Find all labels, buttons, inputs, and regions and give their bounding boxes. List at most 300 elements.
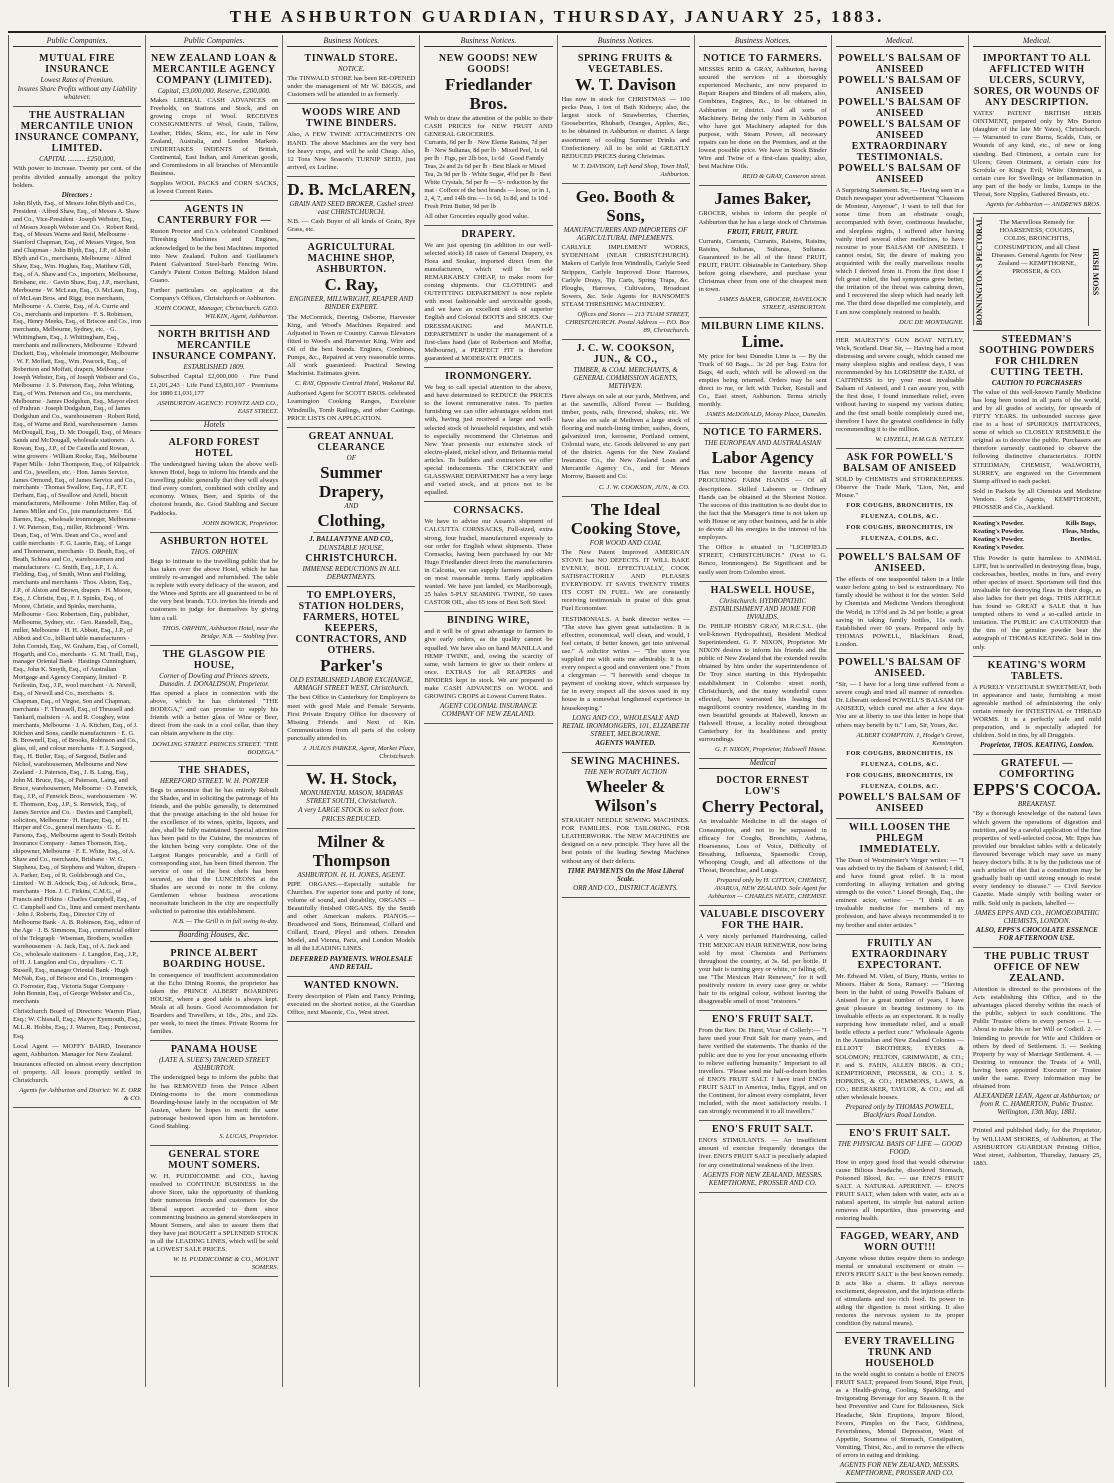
tinwald-store-ad (287, 50, 415, 104)
ad-text: and it will be of great advantage to farmers to give early orders, as the quality cannot be equalled. We have also on hand MANILLA and HEMP TWINE, and, owing the scarcity of same, wish farmers to give us their orders at once. EXTRAS for all REAPERS and BINDERS kept in stock. We are prepared to make CASH ADVANCES on WOOL and GROWING CROPS at Lowest Current Rates. (424, 628, 553, 701)
c-ray-ad (287, 239, 415, 427)
ad-title: SPRING FRUITS & VEGETABLES. (577, 53, 674, 76)
ad-headline: Cherry Pectoral, (701, 797, 824, 817)
ad-text: Ruston Proctor and Co.'s celebrated Combined Threshing Machines and Engines, acknowledged to be the best Machines imported into New Zealand. Fulton and Guillaume's Patent Galvanized Steel-barb Fencing Wire. Candy's Patent Cotton Belting. Maldon Island Guano. (150, 228, 279, 284)
ad-title: GREAT ANNUAL CLEARANCE (308, 430, 394, 453)
directors-heading: Directors : (61, 190, 93, 199)
imprint-text: Printed and published daily, for the Proprietor, by WILLIAM SHORES, of Ashburton, at The ASHBURTON GUARDIAN Printing Office, West street, Ashburton, Thursday, January 25, 1883. (972, 1127, 1101, 1167)
ad-title: ENO'S FRUIT SALT. (711, 1014, 814, 1026)
ad-terms: TIME PAYMENTS On the Most Liberal Scale. (567, 866, 684, 883)
james-baker-ad (699, 186, 827, 317)
ad-text: YATES' PATENT BRITISH HERB OINTMENT, prepared only by Mrs Burton (daughter of the late Mr Yates), Christchurch. — Warranted to cure Burns, Scalds, Cuts, or Wounds of any kind, etc., of new or long standing. Bad Ointment, a certain cure for Ulcers; Green Ointment, a certain cure for Scrofula or King's Evil; White Ointment, a certain cure for Swellings or Inflammation in any part of the body or limbs, Lumps in the Throat, Sore Nipples, Gathered Breasts, etc. (972, 110, 1101, 199)
ad-text: Begs to announce that he has entirely Rebuilt the Shades, and in soliciting the patronage of his friends, and the public generally, is determined that the prestige attaching to the old house for the excellence of its wines, spirits, liquors, and ales, shall be fully maintained. Special attention has been paid to the Cuisine, the resources of the kitchen being very complete. One of the Largest Ranges procurable, and a Grill of corresponding size, has been fitted thereon. The service of one of the best chefs has been secured, so that the LUNCHEONS at the Shades are second to none in the colony. Gentlemen whose business avocations necessitate luncheon in the city are respectfully solicited to patronise this establishment. (150, 786, 279, 916)
eno-fruit-salt-ad (699, 1011, 827, 1121)
ad-signature: ASHBURTON AGENCY: FOYNTZ AND CO., EAST STREET. (157, 399, 279, 415)
ad-text: The best Office in Canterbury for Employers to meet with good Male and Female Servants. First Private Enquiry Office for discovery of Missing Friends and Next of Kin. Communications from all parts of the colony punctually attended to. (287, 694, 416, 742)
section-header: Boarding Houses, &c. (150, 931, 278, 941)
local-agent: Local Agent — MOFFY BAIRD, Insurance agent, Ashburton. Manager for New Zealand. (13, 1042, 142, 1058)
ad-signature: S. LUCAS, Proprietor. (219, 1133, 279, 1141)
ad-capital: CAPITAL .......... £250,000, (39, 155, 116, 164)
powells-line: POWELL'S BALSAM OF ANISEED (838, 75, 962, 98)
board-of-directors: Christchurch Board of Directors: Warren Plast, Esq.; W. Chisnall, Esq.; Mayor Eyemouth, Esq.; M.L.R. Hobbs, Esq.; J. Warren, Esq.; Pentecost, Esq. (13, 1008, 142, 1040)
ad-title: PANAMA HOUSE (170, 1044, 258, 1056)
ad-text: The undersigned having taken the above well-known Hotel, begs to inform his friends and the travelling public generally that they will always find every comfort, combined with civility and economy. Wines, Beer, and Spirits of the choicest brands, &c. Good Stabling and Secure Paddocks. (150, 461, 279, 517)
ad-title: WOODS WIRE AND TWINE BINDERS. (301, 107, 401, 130)
ad-headline: EPPS'S COCOA. (973, 780, 1101, 800)
ad-text: PIPE ORGANS.—Especially suitable for Churches. For superior tone and purity of tone, volume of sound, and durability, ORGANS — Beautifully finished ORGANS. By the Smith and other American makers. PIANOS.—Broadwood and Sons, Brinsmead, Collard and Collard, Erard, Pleyel and others. Dresden Model, and Vienna, Paris, and London Models in all the LEADING LINES. (287, 880, 416, 953)
powells-line: POWELL'S BALSAM OF ANISEED (838, 163, 962, 186)
epps-cocoa-ad (973, 755, 1101, 948)
ad-signature: THOS. ORPHIN, Ashburton Hotel, near the Bridge. N.B. — Stabling free. (162, 624, 279, 640)
reid-gray-ad (699, 50, 827, 186)
ad-text: The value of this well-known Family Medicine has long been tested in all parts of the world, and by all grades of society, for upwards of FIFTY YEARS. Its unbounded success gave rise to a host of SPURIOUS IMITATIONS, some of which so CLOSELY RESEMBLE the original as to deceive the public. Purchasers are therefore earnestly cautioned to observe the following distinctive characteristics. JOHN STEEDMAN, CHEMIST, WALWORTH, SURREY, are engraved on the Government Stamp affixed to each packet. (972, 388, 1101, 485)
section-header: Hotels (150, 421, 278, 431)
ad-text: In consequence of insufficient accommodation at the Echo Dining Rooms, the proprietor has taken the PRINCE ALBERT BOARDING HOUSE, where a good table is always kept. Meals at all hours. Good Accommodation for Boarders and Travellers, at 18s., 20s., and 22s. per week, to meet the times. Private Rooms for families. (150, 971, 279, 1036)
geo-booth-ad (562, 184, 690, 340)
labor-agency-ad (699, 424, 827, 581)
ad-title: PRINCE ALBERT BOARDING HOUSE. (162, 947, 266, 970)
ad-text: "By a thorough knowledge of the natural laws which govern the operations of digestion and nutrition, and by a careful application of the fine properties of well-selected cocoa, Mr. Epps has provided our breakfast tables with a delicately flavoured beverage which may save us many heavy doctor's bills. It is by the judicious use of such articles of diet that a constitution may be gradually built up until strong enough to resist every tendency to disease." — Civil Service Gazette. Made simply with boiling water or milk. Sold only in packets, labelled — (972, 810, 1101, 907)
ask-for-powells-ad (836, 449, 964, 549)
column-8 (969, 35, 1105, 1387)
alford-forest-hotel-ad (150, 434, 278, 533)
ad-title: AGRICULTURAL MACHINE SHOP, ASHBURTON. (307, 242, 395, 276)
milburn-lime-ad (699, 318, 827, 425)
ad-signature: JOHN COOKE, Manager, Christchurch. GEO. WILKIN, Agent, Ashburton. (154, 305, 279, 321)
ad-text: HER MAJESTY'S GUN BOAT NETLEY, Wick, Scotland. Dear Sir, — Having had a most distressing and severe cough, which caused me many sleepless nights and restless days, I was recommended by his LORDSHIP the EARL of CAITHNESS to try your most invaluable Balsam of Aniseed, and I can assure you, with the first dose, I found immediate relief, even without having to suspend my various duties; and the first small bottle completely cured me, therefore I have the greatest confidence in fully recommending it to the million. (835, 336, 964, 433)
ad-signature: ALBERT COMPTON. 1, Hodge's Grove, Kensington. (856, 731, 964, 747)
ad-text: The Dean of Westminster's Verger writes: — "I was advised to try the Balsam of Aniseed; I did, and have found great relief. It is most comforting in allaying irritation and giving strength to the voice." Lionel Brough, Esq., the eminent actor, writes: — "I think it an invaluable medicine for members of my profession, and have always recommended it to my brother and sister artistes." (835, 856, 964, 929)
general-store-ad (150, 1146, 278, 1277)
ad-title: MUTUAL FIRE INSURANCE (39, 53, 115, 76)
ad-text: Has now in stock for CHRISTMAS — 100 pecks Peas, 1 ton of Bath Kidneys; also, the largest stock of Strawberries, Cherries, Gooseberries, Rhubarb, Oranges, Apples, &c., to be obtained in Ashburton or district. A large assortment of cooling Summer Drinks and Confectionery. All to be sold at GREATLY REDUCED PRICES during Christmas. (561, 96, 690, 160)
section-header: Medical. (973, 37, 1101, 47)
ad-title: THE PUBLIC TRUST OFFICE OF NEW ZEALAND. (984, 950, 1090, 984)
ad-subtitle: THE EUROPEAN AND AUSTRALASIAN (704, 439, 821, 448)
ad-city: CHRISTCHURCH. (305, 553, 398, 565)
ad-text: MESSRS REID & GRAY, Ashburton, having secured the services of a thoroughly experienced Mechanic, are now prepared to Repair Reapers and Binders of all makers, also, Combines, Engines, &c., to be obtained in Ashburton or district. And all sorts of Machinery. Being the only Firm in Ashburton who have got Machinery adapted for this purpose, with Steam Power, all necessary repairs can be done on the Premises, and at the lowest possible price. We have in Stock Binder Wire and Twine of a first-class quality; also, best Machine Oils. (698, 66, 827, 171)
ad-title: NEW ZEALAND LOAN & MERCANTILE AGENCY COMPANY (LIMITED). (151, 53, 278, 87)
ad-title: THE AUSTRALIAN MERCANTILE UNION INSURANCE COMPANY, LIMITED. (15, 110, 140, 155)
ad-text: Further particulars on application at the Company's Offices, Christchurch or Ashburton. (150, 286, 279, 303)
glasgow-pie-house-ad (150, 646, 278, 762)
netley-testimonial (836, 332, 964, 449)
ballantyne-clearance-ad (287, 428, 415, 588)
ad-text: This Powder is quite harmless to ANIMAL LIFE, but is unrivalled in destroying fleas, bugs, cockroaches, beetles, moths in furs, and every other species of insect. Sportsmen will find this invaluable for destroying fleas in their dogs, as also ladies for their pet dogs. THIS ARTICLE has found so GREAT a SALE that it has tempted others to vend a so-called article in imitation. The PUBLIC are CAUTIONED that the tins of the genuine powder bear the autograph of THOMAS KEATING. Sold in tins only. (972, 554, 1101, 651)
ad-terms: DEFERRED PAYMENTS. WHOLESALE AND RETAIL. (289, 954, 413, 971)
ad-text: Wish to draw the attention of the public to their CASH PRICES for NEW FRUIT AND GENERAL GROCERIES. (424, 115, 553, 139)
ad-signature: Agents for Ashburton and District: W. E. ORR & CO. (19, 1087, 142, 1103)
ad-note: Authorised Agent for SCOTT BROS. celebrated Leamington Cooking Ranges, Excelsior Windmills, Tomb Railings, and other Castings. PRICE LISTS ON APPLICATION. (287, 390, 416, 422)
halswell-house-ad (699, 582, 827, 760)
section-header: Medical (699, 759, 827, 769)
ad-title: STEEDMAN'S SOOTHING POWDERS FOR CHILDREN CUTTING TEETH. (979, 333, 1095, 378)
masthead-title: THE ASHBURTON GUARDIAN, THURSDAY, JANUARY 25, 1883. (229, 7, 885, 26)
ad-title: HALSWELL HOUSE, (710, 584, 815, 596)
ad-text: From the Rev. Dr. Hurst, Vicar of Collerly:— "I have used your Fruit Salt for many years, and have verified the statements. The thanks of the public are due to you for your unceasing efforts to relieve suffering humanity." Important to all travellers. "Please send me half-a-dozen bottles of ENO'S FRUIT SALT. I have tried ENO'S FRUIT SALT in America, India, Egypt, and on the Continent, for almost every complaint, fever included, with the most satisfactory results. I can strongly recommend it to all travellers." (698, 1027, 827, 1116)
keating-line: Keating's Powder. (972, 536, 1024, 544)
ad-text: W. H. PUDDICOMBE and CO., having resolved to CONTINUE BUSINESS in the above Store, take the opportunity of thanking their numerous friends and customers for the liberal support accorded to them since commencing business as general storekeepers in Mount Somers, and also to assure them that they have just BOUGHT a SPLENDID STOCK in all the LEADING LINES, which will be sold at LOWEST SALE PRICES. (150, 1173, 279, 1254)
ad-headline: Lime. (741, 331, 784, 351)
ad-title: GRATEFUL — COMFORTING (999, 758, 1075, 781)
ad-text: We have to advise our Assam's shipment of CALCUTTA CORNSACKS, Full-sized, extra strong, four bushel, manufactured expressly to our order for English wheat shipments. These Cornsacks, having been purchased by our Mr Hugo Friedlander direct from the manufacturers in Calcutta, we can supply farmers and others on most reasonable terms. Early application wanted. We have just landed, ex Marlborough, 25 bales 5-PLY SEAMING TWINE, 50 cases CASTOR OIL, also 65 tons of Best Soft Steel (424, 518, 553, 607)
woods-binders-ad (287, 104, 415, 176)
powells-header-block (836, 50, 964, 332)
ad-signature: Agents for Ashburton — ANDREWS BROS. (986, 201, 1101, 209)
ad-and: AND (344, 501, 359, 510)
ad-subtitle: THE NEW ROTARY ACTION (584, 768, 668, 776)
north-british-ad (150, 326, 278, 421)
section-header: Business Notices. (562, 37, 690, 47)
wh-stock-ad (287, 766, 415, 828)
ad-signature: AGENTS FOR NEW ZEALAND, MESSRS. KEMPTHORNE, PROSSER AND CO. (702, 1170, 823, 1187)
ad-signature: C. RAY, Opposite Central Hotel, Wakanui Rd. (294, 380, 416, 388)
section-header: Business Notices. (287, 37, 415, 47)
ad-title: IMPORTANT TO ALL AFFLICTED WITH ULCERS, SCURVY, SORES, OR WOUNDS OF ANY DESCRIPTION. (973, 53, 1100, 109)
coughs-line: FOR COUGHS, BRONCHITIS, IN FLUENZA, COLDS, &C. (846, 502, 954, 521)
ad-title: FRUITLY AN EXTRAORDINARY EXPECTORANT. (851, 937, 948, 971)
ad-text: A very nicely perfumed Hairdressing, called THE MEXICAN HAIR RENEWER, now being sold by most Chemists and Perfumers throughout the country, at 3s. 6d. per bottle. If your hair is turning grey or white, or falling off, use "The Mexican Hair Renewer," for it will positively restore in every case grey or white hair to its original colour, without leaving the disagreeable smell of most "restorers." (698, 933, 827, 1006)
ad-signature: Prepared only by THOMAS POWELL, Blackfriars Road London. (845, 1103, 954, 1120)
ad-signature: J. BALLANTYNE AND CO., (309, 534, 394, 543)
ad-title: ASK FOR POWELL'S BALSAM OF ANISEED (842, 451, 957, 474)
ad-title: POWELL'S BALSAM OF ANISEED. (838, 552, 962, 575)
ad-signature: DUC DE MONTAIGNE. (898, 318, 964, 326)
ad-signature: J. JULIUS PARKER, Agent, Market Place, Christchurch. (303, 745, 416, 761)
section-header: Medical. (836, 37, 964, 47)
ad-headline: Clothing, (317, 510, 386, 530)
mercantile-union-ad (13, 107, 141, 1108)
ad-title: BINDING WIRE, (446, 615, 530, 627)
ad-title: TO EMPLOYERS, STATION HOLDERS, FARMERS, HOTEL KEEPERS, CONTRACTORS, AND OTHERS. (295, 590, 408, 657)
nz-loan-ad (150, 50, 278, 201)
ad-note: N.B. — The Grill is in full swing to-day. (172, 918, 279, 926)
keating-kills: Kills Bugs, Fleas, Moths, Beetles. (1062, 520, 1100, 544)
ad-text: "Sir, — I have for a long time suffered from a severe cough and tried all manner of remedies. Dr. Liberatti ordered POWELL'S BALSAM OF ANISEED, which cured me after a few days. You are at liberty to use this letter in hope that others may benefit by it." I am, Sir, Yours, &c. (835, 681, 964, 729)
ad-headline: James Baker, (714, 189, 812, 209)
irish-moss-ad (973, 214, 1101, 330)
column-1 (9, 35, 146, 1387)
ad-note: Insurances effected on almost every description of property. All losses promptly settled in Christchurch. (13, 1060, 142, 1085)
ad-title: IRONMONGERY. (445, 371, 532, 383)
ad-headline: Milner & Thompson (312, 831, 391, 870)
keating-line: Keating's Powder. (972, 528, 1024, 536)
ad-text: Have always on sale at our yards, Methven, and at the sawmills, Alford Forest — Building timber, posts, rails, firewood, shakes, etc. We have also on sale at Methven a large stock of flooring and match-lining timber, sashes, doors, galvanized iron, kerosene, Portland cement, Colonial ware, etc. Goods delivered to any part of the district. Agents for the New Zealand Insurance Co., the New Zealand Loan and Mercantile Agency Co., and for Messrs Morrow, Bassett and Co. (561, 392, 690, 481)
ad-text: The New Patent Improved AMERICAN STOVE has NO DEFECTS. IT WILL BAKE EVENLY, BOIL EFFECTUALLY, COOK SATISFACTORILY AND PLEASES EVERYBODY. IT SAVES TWENTY TIMES ITS COST IN FUEL. We are constantly receiving testimonials in praise of this great Fuel Economiser. (561, 548, 690, 613)
ironmongery-section (424, 368, 552, 502)
ad-funds: Subscribed Capital £2,000,000 · Fire Fund £1,201,243 · Life Fund £3,803,107 · Premiums for 1880 £1,031,177 (150, 373, 279, 397)
section-header: Business Notices. (699, 37, 827, 47)
the-shades-ad (150, 762, 278, 932)
ad-headline: Friedlander Bros. (444, 75, 532, 114)
ad-signature: AGENT COLONIAL INSURANCE COMPANY OF NEW ZEALAND. (439, 702, 537, 719)
ad-headline: C. Ray, (324, 275, 378, 295)
ad-text: Begs to intimate to the travelling public that he has taken over the above Hotel, which he has entirely re-arranged and refurnished. The table is replete with every delicacy of the season, and the Wines and Spirits are all guaranteed to be of the very best brands. T.O. invites his friends and customers to judge for themselves by giving him a call. (150, 557, 279, 622)
ad-title: FAGGED, WEARY, AND WORN OUT!!! (840, 1231, 960, 1254)
ad-title: ENO'S FRUIT SALT. (711, 1124, 814, 1136)
ad-title: ALFORD FOREST HOTEL (168, 437, 260, 459)
ad-subtitle: TIMBER, & COAL MERCHANTS, & GENERAL COMMISSION AGENTS, METHVEN. (573, 366, 678, 391)
ad-signature: C. J. W. COOKSON, JUN., & CO. (598, 483, 690, 491)
ad-signature: JOHN BOWICK, Proprietor. (202, 519, 279, 527)
eno-good-food-ad (836, 1125, 964, 1228)
ad-subtitle: OLD ESTABLISHED LABOR EXCHANGE, ARMAGH STREET WEST, Christchurch. (289, 676, 413, 693)
ad-text: With power to increase. Twenty per cent. of the profits divided annually amongst the policy holders. (13, 165, 142, 189)
ad-title: SEWING MACHINES. (570, 756, 681, 767)
ad-signature: W. LINZELL, H.M.G.B. NETLEY. (875, 435, 964, 443)
ad-signature: W. T. DAVISON, Left hand Shop, Town Hall, Ashburton. (572, 162, 690, 178)
ad-headline: The Ideal Cooking Stove, (570, 499, 681, 538)
ad-office: The Office is situated in "LICHFIELD STREET, CHRISTCHURCH." (Next to G. Renco, Ironmongers). Be Significant and be easily seen from Colombo street. (698, 544, 827, 576)
ad-signature: W. H. PUDDICOMBE & CO., MOUNT SOMERS. (173, 1256, 279, 1272)
section-header: Business Notices. (424, 37, 552, 47)
coughs-line: FOR COUGHS, BRONCHITIS, IN FLUENZA, COLDS, &C. (846, 749, 954, 768)
ad-text: ENO'S STIMULANTS. — An insufficient amount of exercise frequently deranges the liver. ENO'S FRUIT SALT is peculiarly adapted for any constitutional weakness of the liver. (698, 1137, 827, 1169)
column-7 (832, 35, 969, 1478)
ad-subtitle: THOS. ORPHIN (190, 547, 238, 556)
ad-title: DOCTOR ERNEST LOW'S (716, 775, 810, 798)
ad-note: All other Groceries equally good value. (424, 212, 529, 220)
ad-subtitle: (LATE A. SUEE'S) TANCRED STREET ASHBURTON. (158, 1056, 270, 1073)
mutual-fire-ad (13, 50, 141, 107)
ad-title: KEATING'S WORM TABLETS. (987, 659, 1087, 682)
ad-of: OF (346, 453, 356, 462)
powells-line: POWELL'S BALSAM OF ANISEED (838, 97, 962, 120)
ad-headline: W. T. Davison (575, 75, 676, 95)
parkers-exchange-ad (287, 587, 415, 766)
keating-line: Keating's Powder. (972, 544, 1024, 552)
ideal-stove-ad (562, 497, 690, 753)
ad-text: Every description of Plain and Fancy Printing, executed on the shortest notice, at the Guardian Office, next Masonic, Co., West street. (287, 992, 416, 1016)
ad-text: An invaluable Medicine in all the stages of Consumption, and not to be surpassed in efficacy for Coughs, Bronchitis, Asthma, Hoarseness, Loss of Voice, Difficulty of Breathing, Influenza, Spasmodic Croup, Whooping Cough, and all affections of the Throat, Bronchise, and Lungs. (698, 818, 827, 875)
ad-text: How to enjoy good food that would otherwise cause Bilious headache, disordered Stomach, Poisoned Blood, &c. — use ENO'S FRUIT SALT. A NATURAL APERIENT. — ENO'S FRUIT SALT, when taken with water, acts as a natural aperient, its simple but natural action removes all impurities, thus preserving and restoring health. (835, 1158, 964, 1223)
ad-text: N.B. — Cash Buyer of all kinds of Grain, Rye Grass, etc. (287, 218, 416, 234)
column-3 (283, 35, 420, 1387)
ad-signature: REID & GRAY, Cameron street. (742, 173, 827, 181)
ad-text: Has now become the favorite means of PROCURING FARM HANDS — Of all descriptions. Skilled Laborers or Ordinary Hands can be obtained at the Shortest Notice. The success of this institution is no doubt due to the fact that the Manager's time is not taken up with House or any other business, and he is able to devote all his energies in the interest of his employers. (698, 469, 827, 542)
ad-also: ALSO, EPPS'S CHOCOLATE ESSENCE FOR AFTERNOON USE. (976, 925, 1098, 942)
ad-text: We are just opening (in addition to our well-selected stock) 18 cases of General Drapery, ex Hoea and Soukar, imported direct from the manufacturers, which will be sold REMARKABLY CHEAP, to make room for coming shipments. Our CLOTHING and OUTFITTING DEPARTMENT is now replete with most fashionable and serviceable goods, and we have an excellent stock of superior English and Colonial BOOTS and SHOES. Our DRESSMAKING and MANTLE DEPARTMENT is under the management of a first-class hand (late of Robertson and Moffat, Melbourne), a PERFECT FIT is therefore guaranteed at MODERATE PRICES. (424, 241, 553, 362)
ad-title: ASHBURTON HOTEL (159, 535, 269, 547)
drapery-section (424, 226, 552, 368)
ad-text: Makes LIBERAL CASH ADVANCES on Freeholds, on Stations and Stock, and on growing crops of Wool. RECEIVES CONSIGNMENTS of Wool, Grain, Tallow, Leather, Hides, Skins, etc., for sale in New Zealand, Australia, and London Markets. UNDERTAKES INDENTS of British, Continental, East Indian, and American goods, and Commissions in all branches of Mercantile Business. (150, 97, 279, 178)
ad-signature: ALEXANDER LEAN, Agent at Ashburton; or from R. C. HAMERTON, Public Trustee. Wellington, 13th May, 1881. (973, 1092, 1100, 1117)
ad-subtitle: MANUFACTURERS AND IMPORTERS OF AGRICULTURAL IMPLEMENTS. (563, 226, 688, 243)
ad-text: A PURELY VEGETABLE SWEETMEAT, both in appearance and taste, furnishing a most agreeable method of administering the only certain remedy for INTESTINAL or THREAD WORMS. It is a perfectly safe and mild preparation, and is especially adapted for children. Sold in tins, by all Druggists. (972, 683, 1101, 740)
vertical-label-right: IRISH MOSS (1088, 217, 1101, 325)
ad-title: DRAPERY. (461, 228, 516, 240)
ad-signature: Sold in Packets by all Chemists and Medicine Vendors. Sole Agents, KEMPTHORNE, PROSSER and Co., Auckland. (972, 487, 1101, 512)
davison-ad (562, 50, 690, 184)
ashburton-hotel-ad (150, 533, 278, 646)
ad-subtitle: CAUTION TO PURCHASERS (991, 378, 1082, 387)
friedlander-ad (424, 50, 552, 226)
ad-subtitle: FOR WOOD AND COAL (589, 538, 662, 547)
milner-thompson-ad (287, 829, 415, 977)
columns (8, 35, 1106, 1478)
sewing-machines-ad (562, 753, 690, 898)
mclaren-ad (287, 177, 415, 239)
panama-house-ad (150, 1041, 278, 1146)
ad-subtitle: ESTABLISHED 1809. (183, 363, 245, 372)
section-header: Public Companies. (13, 37, 141, 47)
ad-text: My price for best Dunedin Lime is — By the Truck of 60 Bags... 3s 2d per bag. Extra for Bags, 4d each, which will be allowed on the empties being returned. Orders may be sent direct to me, or left with Tucker, Kestall and Co., East street, Ashburton. Terms strictly monthly. (698, 352, 827, 409)
ad-title: TINWALD STORE. (304, 53, 399, 65)
ad-text: Anyone whose duties require them to undergo mental or unnatural excitement or strain — ENO'S FRUIT SALT is the best known remedy. It acts like a charm. It allays nervous excitement, depression, and the injurious effects of stimulants and too rich food. Its power in aiding the digestion is most striking. It also restores the nervous system to its proper condition (by natural means). (835, 1255, 964, 1327)
ad-text: Mr. Edward M. Vilett, of Bury, Hunts, writes to Messrs. Haber & Sons, Ramsey: — "Having been in the habit of using Powell's Balsam of Aniseed for a great number of years, I have great pleasure in bearing testimony to its invaluable effects as an expectorant. It is really surprising how immediate relief, and a small bottle effects a perfect cure." Wholesale Agents in the Australian and New Zealand Colonies — ELLIOTT BROTHERS; EYERS & SOLOMON; FELTON, GRIMWADE, & CO.; F. and S. FAHN, ALLEN BROS. & CO.; KEMPTHORNE, PROSSER, & CO.; J. S. HOPKINS, & CO.; HEMMONS, LAWS, & CO.; BEERAKER, TAYLOR, & CO.; and all other wholesale houses. (835, 972, 964, 1102)
ad-subtitle: GRAIN AND SEED BROKER, Cashel street east CHRISTCHURCH. (289, 199, 414, 217)
ad-signature: Prepared only by H. CITTON, CHEMIST, AVARUA, NEW ZEALAND. Sole Agent for Ashburton — CHARLES NEATE, CHEMIST. (708, 877, 827, 901)
ad-subtitle: THE PHYSICAL BASIS OF LIFE — GOOD FOOD. (837, 1140, 962, 1157)
ad-headline: Labor Agency (711, 448, 814, 468)
ad-signature: JAMES EPPS AND CO., HOMOEOPATHIC CHEMISTS, LONDON. (974, 908, 1100, 925)
ad-title: NORTH BRITISH AND MERCANTILE INSURANCE COMPANY. (152, 329, 277, 363)
expectorant-ad (836, 935, 964, 1126)
ad-headline: Geo. Booth & Sons, (575, 187, 676, 226)
column-2 (146, 35, 283, 1387)
keating-line: Keating's Powder. (972, 520, 1024, 528)
prince-albert-ad (150, 945, 278, 1042)
canterbury-agents-ad (150, 201, 278, 326)
ad-text: The McCormick, Deering, Osborne, Harvester King, and Wood's Machines Repaired and Adjusted in Town or Country. Canvas Elevators fitted to Wood's and Harvester King. Wire and Oil of the best brands. Engines, Combines, Pumps, &c., Repaired at very reasonable terms. All work guaranteed. Practical Sewing Machinist. Estimates given. (287, 313, 416, 378)
eno-stimulants-ad (699, 1121, 827, 1193)
ad-text: The effects of one teaspoonful taken in a little water before going to bed is extraordinary. No family should be without it for the winter. Sold by Chemists and Medicine Vendors throughout the World, in 13½d and 2s 3d per bottle; a great saving in taking family bottles, 11s each. Established over 60 years. Prepared only by THOMAS POWELL, Blackfriars Road, London. (835, 576, 964, 648)
keating-powder-ad (973, 517, 1101, 657)
ad-text: Attention is directed to the provisions of the Acts establishing this Office, and to the advantages placed thereby within the reach of the public, subject to such conditions. The Public Trustee offers to every person — 1. — About to make his or her Will or Codicil. 2. — Intending to provide for Wife and Children or others by deed of Settlement. 3. — Seeking Property by way of Marriage Settlement. 4. — Desiring to renounce the Trusts of a Will, having been appointed Executor or Trustee under the same. Every information may be obtained from (972, 985, 1101, 1091)
ad-title: ENO'S FRUIT SALT. (849, 1128, 951, 1140)
powells-line: EXTRAORDINARY TESTIMONIALS. (851, 141, 948, 164)
ad-subtitle: HEREFORD STREET. W. H. PORTER (159, 776, 269, 785)
ad-text: Also, A FEW TWINE ATTACHMENTS ON HAND. The above Machines are the very best for heavy crops, and will be sold Cheap. Also, 12 Tons New Season's TURNIP SEED, just arrived, ex Lurline. (287, 131, 416, 171)
ad-title: NOTICE TO FARMERS. (703, 53, 823, 65)
ad-text: CARLYLE IMPLEMENT WORKS, SYDENHAM (NEAR CHRISTCHURCH). Makers of Carlyle Iron Windmills, Carlyle Seed Strippers, Carlyle Improved Door Harrows, Carlyle Drays, Tip Carts, Spring Traps, &c. Ploughs, Harrows, Cultivators, Broadcast Sowers, &c. Sole Agents for RANSOME'S STEAM THRESHING MACHINERY. (561, 244, 690, 308)
fagged-weary-ad (836, 1228, 964, 1333)
yates-ointment-ad (973, 50, 1101, 214)
ad-title: WANTED KNOWN. (303, 979, 400, 991)
ad-subtitle: ASHBURTON. H. H. JONES, AGENT. (297, 870, 406, 879)
ad-headline: Parker's (320, 656, 383, 676)
ad-signature: G. F. NIXON, Proprietor, Halswell House. (715, 746, 827, 754)
section-header: Public Companies. (150, 37, 278, 47)
ad-title: J. C. W. COOKSON, JUN., & CO., (576, 343, 675, 366)
steedman-powders-ad (973, 331, 1101, 518)
cherry-pectoral-ad (699, 772, 827, 906)
ad-text: A very LARGE STOCK to select from. PRICES REDUCED. (298, 806, 405, 823)
masthead-rule (8, 31, 1106, 33)
column-4 (420, 35, 557, 1387)
powells-line: POWELL'S BALSAM OF ANISEED (838, 119, 962, 142)
ad-signature: DOWLING STREET. PRINCES STREET. "THE BODEGA." (152, 740, 279, 756)
ad-signature: AGENTS FOR NEW ZEALAND, MESSRS. KEMPTHORNE, PROSSER AND CO. (839, 1461, 960, 1478)
ad-signature: JAMES BAKER, GROCER, HAVELOCK STREET, ASHBURTON. (718, 296, 827, 312)
ad-text: GROCER, wishes to inform the people of Ashburton that he has a large stock of Christmas (698, 210, 827, 226)
ad-text: in the world ought to contain a bottle of ENO'S FRUIT SALT, prepared from Sound, Ripe Fruit, as a Health-giving, Cooling, Sparkling, and Invigorating Beverage for any Season. It is the best Preventive and Cure for Biliousness, Sick Headache, Skin Eruptions, Impure Blood, Fevers, Pimples on the Face, Giddiness, Feverishness, Mental Depression, Want of Appetite, Sourness of Stomach, Constipation, Vomiting, Thirst, &c., and to remove the effects of errors in eating and drinking. (835, 1371, 964, 1460)
ad-text: We beg to call special attention to the above, and have determined to REDUCE the PRICES to the lowest remunerative rates. To parties furnishing we can offer advantages seldom met with, having just received a large and well-selected stock of household requisites, and wish to especially recommend the Christmas and New Year presents our extensive stock of electro-plated, nickel silver, and Britannia metal articles. To builders and contractors we offer special inducements. The CROCKERY and GLASSWARE DEPARTMENT has a very large and varied stock, and at prices not to be equalled. (424, 384, 553, 497)
ad-text: Currants, Currants, Currants, Raisins, Raisins, Raisins, Sultanas, Sultanas, Sultanas. Guaranteed to be all of the finest FRUIT, FRUIT, FRUIT. Obtainable in Canterbury. Shop before going elsewhere, and purchase your Christmas cheer from one of the cheapest men in town. (698, 237, 827, 294)
ad-subtitle: BREAKFAST. (1017, 800, 1056, 809)
ad-signature: Offices and Stores — 213 TUAM STREET, CHRISTCHURCH. Postal Address — P.O. Box 89, Christchurch. (565, 310, 690, 335)
price-list: Currants, 6d per lb · New Eleme Raisins, 7d per lb · New Sultanas, 8d per lb · Mixed Peel, 1s 6d per lb · Figs, per 2lb box, 1s 6d · Good Family Teas, 2s and 2s 6d per lb · Best Black or Mixed Tea, 2s 9d per lb · White Sugar, 4½d per lb · Best White Crystals, 5d per lb — 5/- reduction by the mat · Coffees of the best brands — loose, or in 1, 2, 4, 7, and 14lb tins — 1s 6d, 1s 8d, and 1s 10d · Fresh Print Butter, 9d per lb (424, 139, 552, 210)
coughs-line: FOR COUGHS, BRONCHITIS, IN FLUENZA, COLDS, &C. (846, 524, 954, 543)
keating-worm-ad (973, 657, 1101, 756)
coughs-line: FOR COUGHS, BRONCHITIS, IN FLUENZA, COLDS, &C. (846, 771, 954, 790)
powells-letter-ad (836, 654, 964, 819)
public-trust-ad (973, 948, 1101, 1123)
ad-headline: D. B. McLAREN, (287, 179, 416, 199)
ad-subtitle: Lowest Rates of Premium. (40, 76, 114, 85)
ad-text: The Marvellous Remedy for HOARSENESS, COUGHS, COLDS, BRONCHITIS, CONSUMPTION, and all Chest Diseases. General Agents for New Zealand — KEMPTHORNE, PROSSER, & CO. (991, 219, 1083, 275)
cornsacks-section (424, 502, 552, 612)
ad-subtitle: Corner of Dowling and Princes streets, Dunedin. J. DONALDSON, Proprietor. (159, 671, 270, 688)
ad-fruit: FRUIT, FRUIT, FRUIT. (727, 227, 799, 236)
ad-title: WILL LOOSEN THE PHLEGM IMMEDIATELY. (848, 821, 951, 855)
column-5 (558, 35, 695, 1387)
ad-text: SOLD by CHEMISTS and STOREKEEPERS. Observe the Trade Mark, "Lion, Net, and Mouse." (835, 475, 964, 500)
ad-text: STRAIGHT NEEDLE SEWING MACHINES. FOR FAMILIES. FOR TAILORING. FOR LEATHERWORK. The NEW MACHINES are designed on a new principle. They have all the best points of the leading Sewing Machines without any of their defects. (561, 817, 690, 865)
ad-title: AGENTS IN CANTERBURY FOR — (157, 204, 272, 227)
ad-signature: ORR AND CO., DISTRICT AGENTS. (573, 883, 678, 892)
directors-list: John Blyth, Esq., of Messrs John Blyth and Co., President · Alfred Shaw, Esq., of Messrs A. Shaw and Co., Vice-President · Joseph Webster, Esq., of Messrs Joseph Webster and Co. · Robert Reid, Esq., of Messrs Warne and Reid, Melbourne · Stanford Chapman, Esq., of Messrs Virgoe, Son and Chapman · John Blyth, Esq., J.P., of John Blyth and Co., merchants, Melbourne · Alfred Shaw, Esq., Wm. Hughes, Esq., Matthew Gill, Esq., of A. Shaw and Co., importers, Melbourne, Brisbane, etc. · Gavin Shaw, Esq., J.P., merchant, Merbourne · W. McLean, Esq., O. McLean, Esq., of McLean Bros. and Rigg, iron merchants, Melbourne · A. Currie, Esq., of A. Currie and Co., merchants and importers · F. S. Robinson, Esq., Henry Meeks, Esq., of Briscoe and Co., iron merchants, Melbourne, Sydney, etc. · G. Whittingham, Esq., J. Whittingham, Esq., merchants and millowners, Melbourne · Edward Duckett, Esq., wholesale ironmonger, Melbourne · W. F. Moffatt, Esq., Wm. Peacock, Esq., of Robertson and Moffatt, drapers, Melbourne · Joseph Webster, Esq., of Joseph Webster and Co., Melbourne · J. S. Peterson, Esq., John Whiting, Esq., of Wm. Peterson and Co., tea merchants, Melbourne · James Dodgshun, Esq., Mayor elect of Prahran · Joseph Dodgshun, Esq., of James Dodgshun and Co., warehousemen · Robert Reid, Esq., of Warne and Reid, warehousemen · James McDougall, Esq., D. Mc Dougall, Esq., of Messrs Sands and McDougall, wholesale stationers · A. Rowan, Esq., J.P., of De Castella and Rowan, wine growers · William Rooke, Esq., Melbourne Paper Mills · John Thompson, Esq., of Kilpatrick and Co., jewellers, etc. · Hon. James Service, James Ormond, Esq., of James Service and Co., merchants · Thomas Swallow, Esq., J.P., F.T. Derham, Esq., of Swallow and Ariell, biscuit manufacturers, Melbourne · John Miller, Esq. of James Miller and Co., jute manufacturers · Ed. Barnes, Esq., wholesale ironmonger, Melbourne · J. W. Paterson, Esq., miller, Richmond · Wm. Dean, Esq., of Wm. Dean and Co., wool and cattle merchants · F. G. Laurie, Esq., of Lange and Thonemann, merchants · D. Beath, Esq., of Beath, Schiess and Co., warehousemen and manufacturers · C. Smith, Esq., J.P., J. A. Fielding, Esq., of Smith, Winn and Fielding, merchants and merchants · Thos. Alston, Esq., J.P., of Alston and Brown, drapers · H. Moore, Esq., J. Christie, Esq., F. J. Spinks, Esq., of Moore, Christie, and Spinks, merchants, Melbourne · Geo. Robertson, Esq., publisher, Melbourne, Sydney, etc. · Geo. Ransdell, Esq., miller, Melbourne · H. H. Abbott, Esq., J.P., of Abbott and Co., billiard table manufacturers · John Cornish, Esq., W. Graham, Esq., of Cornell, Hogarth, and Co., merchants · G. M. Traill, Esq., manager Oriental Bank · Hastings Cunningham, Esq., John K. Smyth, Esq., of Australian Mortgage and Agency Company, limited · P. Neilestin, Esq., J.P., wool merchant · A. Newell, Esq., of Newell and Co., merchants · S. Chapman, Esq., of Virgoe, Son and Chapman, merchants · F. Thrussell, Esq., of Thrussell and Tankard, maltsters · A. and R. Coughey, wine merchants, Melbourne · J. A. Kitchen, Esq., of J. Kitchen and Sons, candle manufacturers · E. G. B. Brownell, Esq., of Brooks, Robinson and Co., glass, oil, and colour merchants · F. J. Sargood, Esq., H. Butler, Esq., of Sargood, Butler and Nichol, warehousemen, Melbourne and New Zealand · J. Paterson, Esq., J. B. Laing, Esq., John M. Bruce, Esq., of Paterson, Laing, and Bruce, warehousemen, Melbourne · O. Fenwick, Esq., J.P., of Fenwick Bros., warehousemen · W. E. Thomson, Esq., J.P., S. Renwick, Esq., of James Service and Co. · Davies and Campbell, solicitors, Melbourne · H. Harper, Esq., of H. Harper and Co., general merchants · G. E. Parsons, Esq., Melbourne agent to South British Insurance Company · James Thomson, Esq., shipowner, Melbourne · F. E. White, Esq., of A. Shaw and Co., merchants, Brisbane · W. G. Stephens, Esq., of Stephens and Walton, drapers · A. Parker, Esq., of R. Goldsbrough and Co., Limited · W. B. Adcock, Esq., of Adcock, Bros., merchants · Hon. J. C. Firkins, C.M.G., of Francis and Firkins · Charles Campbell, Esq., of C. Campbell and Co., lime and cement merchants · John J. Roberts, Esq., Director City of Melbourne Bank · A. B. Robinson, Esq., editor of the Age · J. B. Simmons, Esq., commercial editor of the Telegraph · Wiseman, Brothers, woollen warehousemen · A. Jack, Esq., of A. Jack and Co., wholesale stationers · J. Langdon, Esq., J.P., of H. J. Langdon and Co., drysalters · C. T. Russell, Esq., manager Oriental Bank · Hugh McNab, Esq., of Briscoe and Co., ironmongers · O. Forrester, Esq., Victoria Sugar Company · John Bonnin, Esq., of George Webster and Co., merchants (13, 199, 141, 1006)
ad-agents: AGENTS WANTED. (595, 738, 656, 747)
ad-title: THE SHADES, (178, 764, 250, 776)
wanted-known-ad (287, 977, 415, 1022)
ad-title: GENERAL STORE MOUNT SOMERS. (168, 1149, 261, 1172)
ornament-rule (313, 532, 390, 533)
column-6 (695, 35, 832, 1387)
keating-header (973, 520, 1101, 552)
ad-text: Supplies WOOL PACKS and CORN SACKS, at lowest Current Rates. (150, 180, 279, 196)
powells-line: POWELL'S BALSAM OF ANISEED (838, 53, 962, 76)
travelling-trunk-ad (836, 1333, 964, 1483)
ad-text: The undersigned begs to inform the public that he has REMOVED from the Prince Albert Dining-rooms to the more commodious Boarding-house lately in the occupation of Mr Austen, where he hopes to merit the same patronage bestowed upon him as heretofore. Good Stabling. (150, 1074, 279, 1130)
ad-headline: Summer Drapery, (318, 462, 384, 501)
ad-title: MILBURN LIME KILNS. (701, 320, 825, 332)
testimonials: TESTIMONIALS. A bank director writes — "The stove has given great satisfaction. It is effective, economical, well clean, and would, I feel certain, if better known, get into universal use." A solicitor writes — "The stove you supplied me with suits me admirably. It is in every respect a good and convenient one." From a clergyman — "I herewith send cheque in payment of cooking stove, which surpasses by far in every respect all the stoves used in my house in a somewhat lengthened experience in housekeeping." (561, 615, 690, 712)
ad-subtitle: ENGINEER, MILLWRIGHT, REAPER AND BINDER EXPERT. (289, 295, 414, 312)
ad-title: EVERY TRAVELLING TRUNK AND HOUSEHOLD (844, 1336, 956, 1370)
powells-effects-ad (836, 549, 964, 654)
ad-title: NOTICE TO FARMERS. (703, 427, 823, 439)
ad-text: Has opened a place in connection with the above, which he has christened "THE BODEGA," and can promise to supply his friends with a better glass of Wine or Beer, direct from the cask in a cool cellar, than they can obtain anywhere in the city. (150, 689, 279, 738)
vertical-label-left: BONNINGTON'S PECTORAL (973, 217, 986, 325)
ad-title: NEW GOODS! NEW GOODS! (438, 53, 538, 76)
hair-renewer-ad (699, 906, 827, 1011)
binding-wire-section (424, 612, 552, 724)
ad-text: A Surprising Statement. Sir, — Having seen in a Dutch newspaper your advertisement "Chassons de Monteur, Anyroue", I want to tell that for some time from an obstinate cough, accompanied with fever, continuous headache, and sleepless nights, I suffered after having vainly tried several other medicines, to have recourse to your BALSAM OF ANISEED. I cannot resist, Sir, the desire of making you acquainted with the really marvellous results which I derived from it. From the first dose I felt great relief, the bad symptoms grew better, the irritation of the throat was calming down, and I recovered the sleep which had nearly left me. The third dose dispelled me completely, and I am now completely restored to health. (835, 187, 964, 316)
ad-signature: LONG AND CO., WHOLESALE AND RETAIL IRONMONGERS, 101, ELIZABETH STREET, MELBOURNE. (562, 713, 689, 738)
ad-subtitle: Christchurch. HYDROPATHIC ESTABLISHMENT AND HOME FOR INVALIDS. (709, 596, 816, 621)
ad-signature: JAMES McDONALD, Moray Place, Dunedin. (705, 411, 827, 419)
ad-subtitle: NOTICE. (337, 65, 365, 74)
ad-headline: W. H. Stock, (306, 769, 397, 789)
ad-house: DUNSTABLE HOUSE, (318, 544, 384, 552)
ad-capital: Capital, £3,000,000. Reserve, £200,000. (157, 87, 271, 96)
ad-text: Insures Share Profits without any Liability whatever. (17, 85, 137, 102)
keating-lines (973, 520, 1024, 552)
imprint (973, 1122, 1101, 1171)
ad-headline: Wheeler & Wilson's (585, 777, 666, 816)
ad-title: CORNSACKS. (453, 505, 524, 517)
ad-signature: Proprietor, THOS. KEATING, London. (980, 741, 1094, 750)
loosen-phlegm-ad (836, 819, 964, 935)
cookson-ad (562, 340, 690, 496)
ad-title: THE GLASGOW PIE HOUSE, (162, 648, 266, 671)
ad-title: VALUABLE DISCOVERY FOR THE HAIR. (699, 909, 826, 932)
ad-text: Dr. PHILIP HOBBY GRAY, M.R.C.S.L. (the well-known Hydropathist), Resident Medical Superintendent. G. F. NIXON, Proprietor. Mr NIXON desires to inform his friends and the public of New Zealand that the extended results obtained by him under the superintendence of Dr Troy since starting in this Hydropathic establishment in Colombo street north, Christchurch, and the many wonderful cures effected, have warranted his leasing that magnificent country residence, standing in its own beautiful grounds at Halswell, known as Halswell House, a locality noted throughout Canterbury for its healthiness and pretty surroundings. (698, 622, 827, 744)
ad-title: POWELL'S BALSAM OF ANISEED. (838, 657, 962, 680)
ad-subtitle: MONUMENTAL MASON, MADRAS STREET SOUTH, Christchurch. (300, 789, 403, 806)
powells-line: POWELL'S BALSAM OF ANISEED (838, 791, 962, 814)
